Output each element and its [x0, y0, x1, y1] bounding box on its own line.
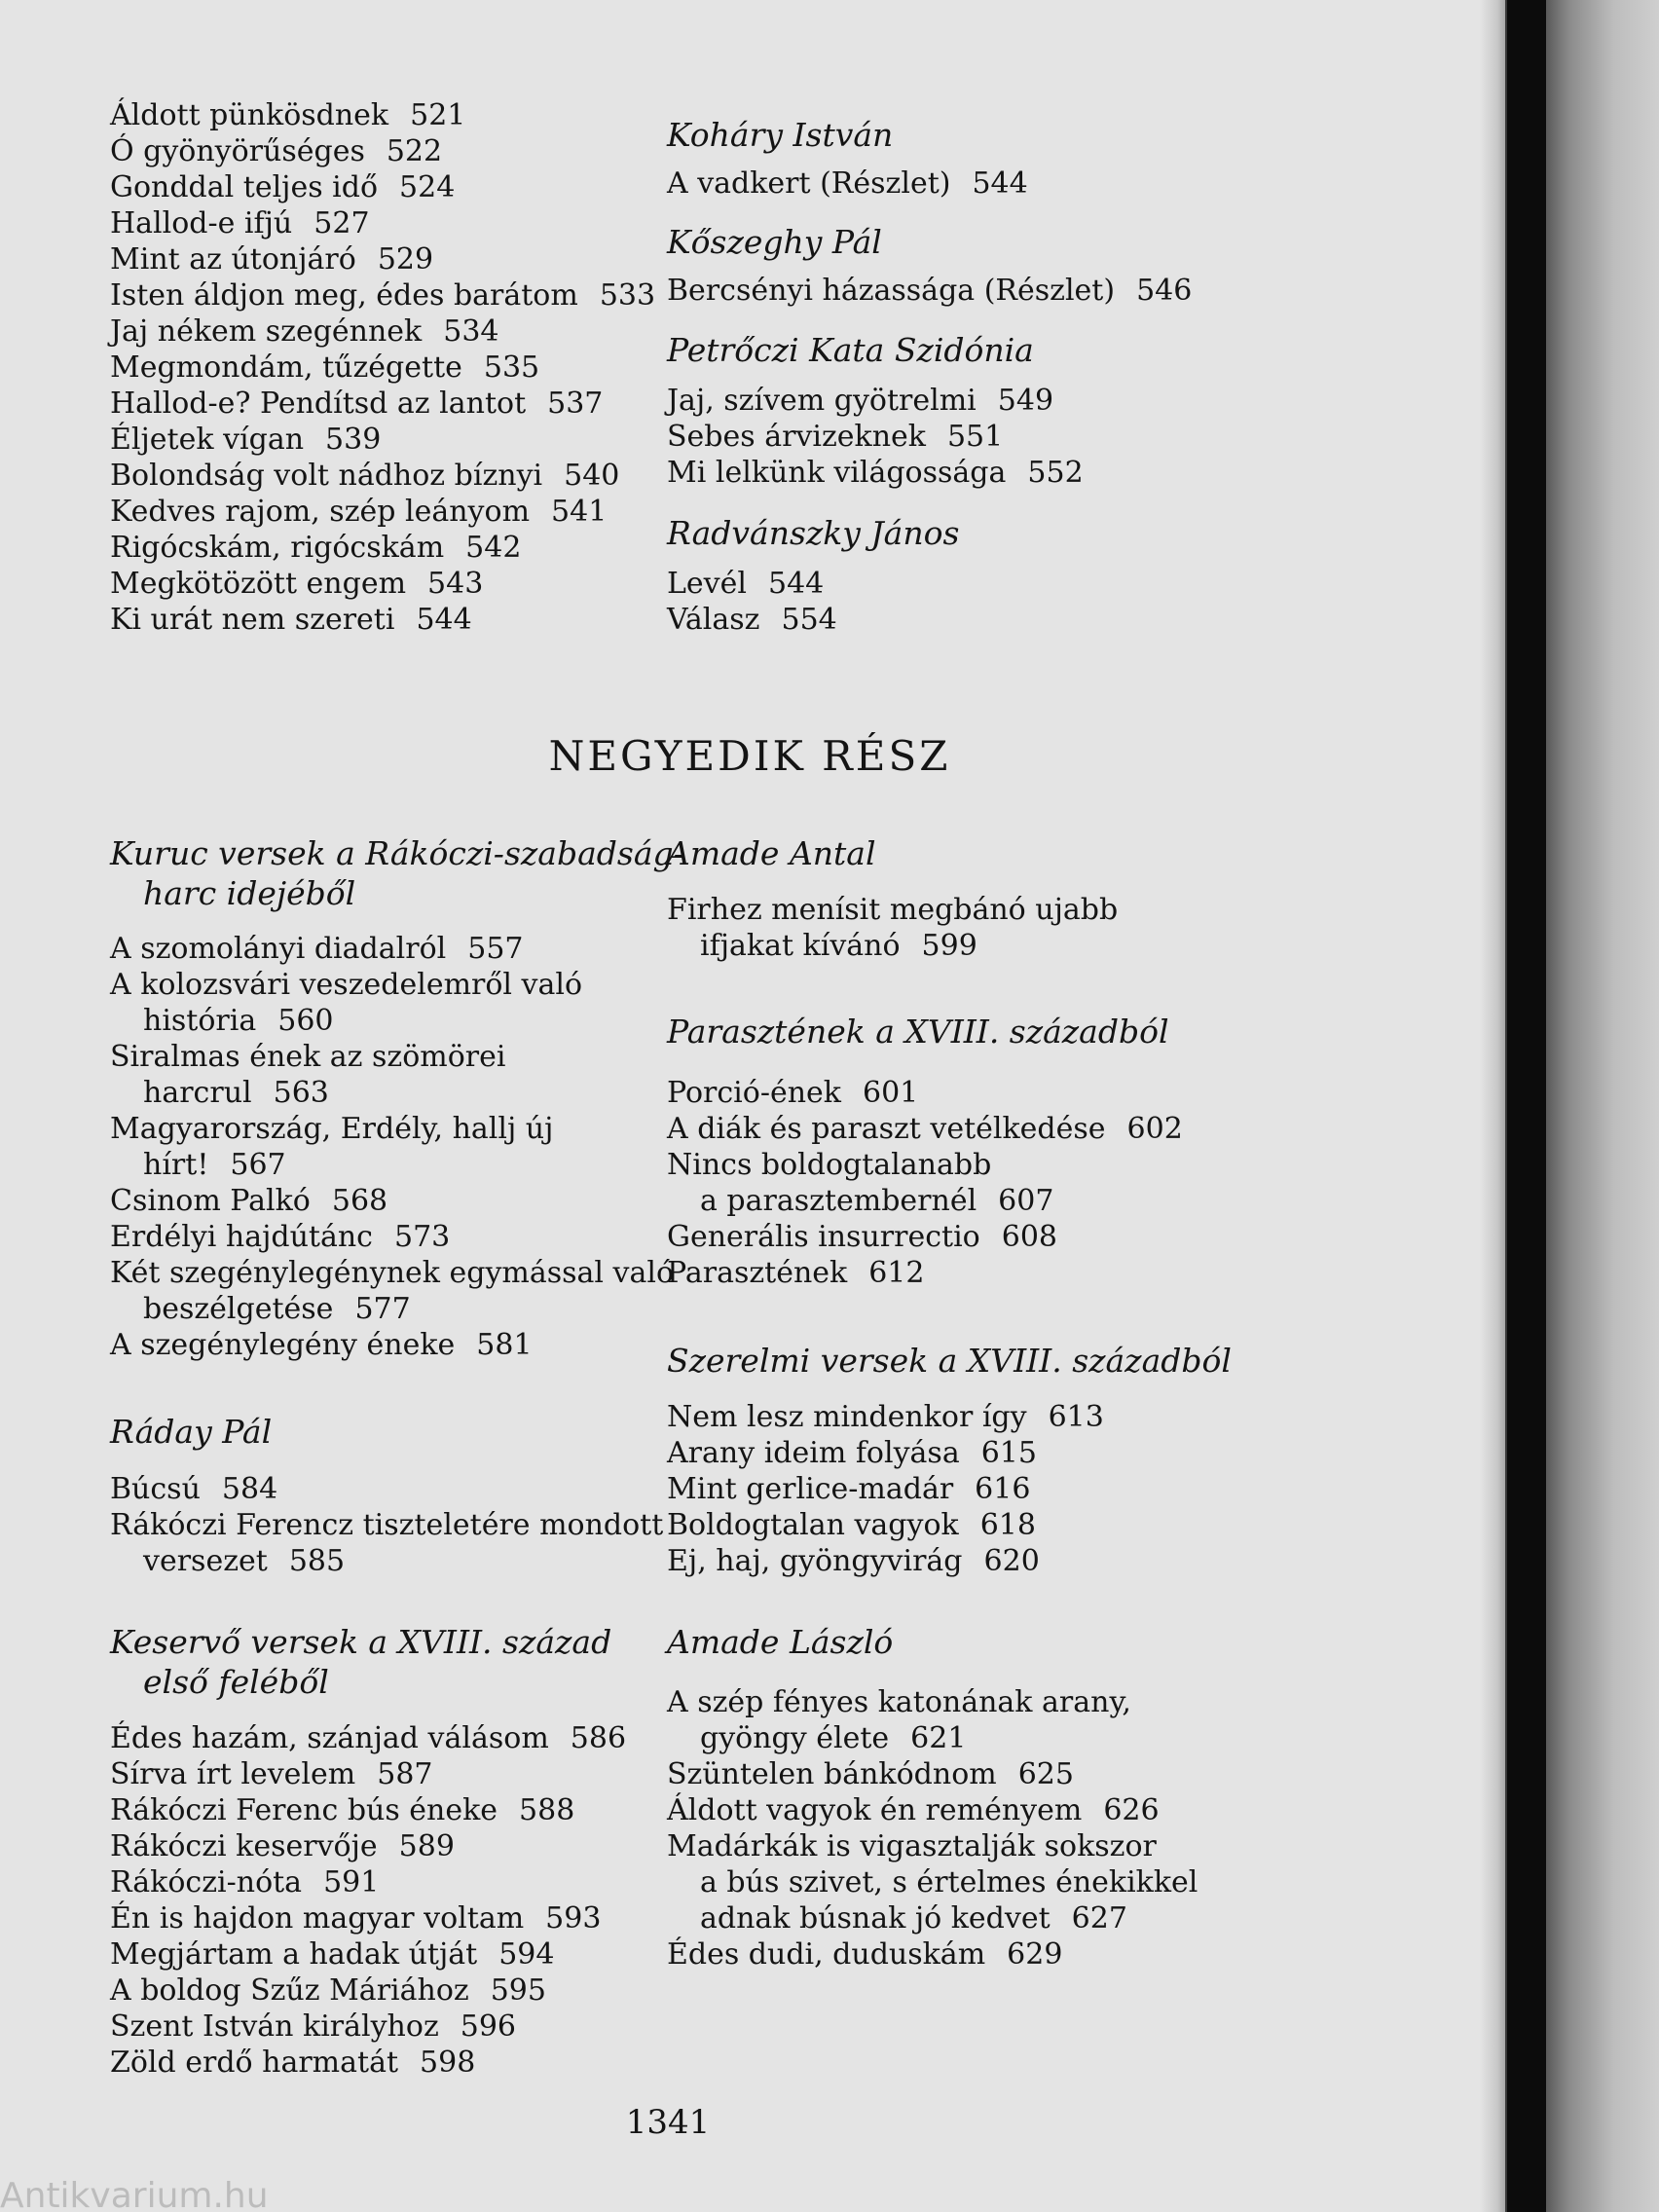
author-heading: Kőszeghy Pál [667, 223, 882, 261]
toc-entry: Ó gyönyörűséges 522 [110, 134, 443, 168]
toc-entry: A szép fényes katonának arany, [667, 1685, 1131, 1719]
toc-entry-cont: a parasztembernél 607 [700, 1184, 1054, 1218]
toc-entry: Magyarország, Erdély, hallj új [110, 1112, 554, 1146]
toc-entry: Kedves rajom, szép leányom 541 [110, 495, 608, 529]
toc-entry: Megjártam a hadak útját 594 [110, 1937, 555, 1972]
toc-entry: Válasz 554 [667, 603, 837, 637]
toc-entry-cont: adnak búsnak jó kedvet 627 [700, 1901, 1127, 1936]
toc-entry: Két szegénylegénynek egymással való [110, 1256, 675, 1290]
toc-entry: Isten áldjon meg, édes barátom 533 [110, 278, 656, 313]
toc-entry: Édes hazám, szánjad válásom 586 [110, 1721, 627, 1755]
toc-entry: Rákóczi-nóta 591 [110, 1865, 380, 1899]
toc-entry: Hallod-e? Pendítsd az lantot 537 [110, 387, 604, 421]
toc-entry: Sebes árvizeknek 551 [667, 420, 1004, 454]
toc-entry: Megmondám, tűzégette 535 [110, 350, 540, 385]
toc-entry: Parasztének 612 [667, 1256, 925, 1290]
section-heading-cont: első feléből [143, 1663, 329, 1701]
toc-entry: Mint gerlice-madár 616 [667, 1472, 1031, 1506]
toc-entry: A boldog Szűz Máriához 595 [110, 1973, 546, 2008]
section-heading-cont: harc idejéből [143, 874, 356, 912]
book-binding [1505, 0, 1548, 2212]
toc-entry: A szegénylegény éneke 581 [110, 1328, 533, 1362]
toc-entry: Édes dudi, duduskám 629 [667, 1937, 1063, 1972]
toc-entry: Levél 544 [667, 567, 825, 601]
author-heading: Koháry István [667, 116, 894, 154]
toc-entry: Nincs boldogtalanabb [667, 1148, 992, 1182]
toc-entry: Bercsényi házassága (Részlet) 546 [667, 274, 1193, 308]
toc-entry: A szomolányi diadalról 557 [110, 932, 524, 966]
toc-entry: A diák és paraszt vetélkedése 602 [667, 1112, 1183, 1146]
watermark: Antikvarium.hu [0, 2176, 269, 2212]
section-title: NEGYEDIK RÉSZ [548, 732, 951, 780]
author-heading: Ráday Pál [110, 1413, 273, 1451]
toc-entry-cont: harcrul 563 [143, 1076, 329, 1110]
toc-entry: Ki urát nem szereti 544 [110, 603, 472, 637]
toc-entry: Megkötözött engem 543 [110, 567, 484, 601]
toc-entry-cont: história 560 [143, 1004, 334, 1038]
toc-entry: Hallod-e ifjú 527 [110, 206, 370, 240]
toc-entry: Madárkák is vigasztalják sokszor [667, 1829, 1157, 1863]
author-heading: Amade László [667, 1623, 894, 1661]
toc-entry: Sírva írt levelem 587 [110, 1757, 433, 1791]
toc-entry: Arany ideim folyása 615 [667, 1436, 1037, 1470]
section-heading: Keservő versek a XVIII. század [110, 1623, 612, 1661]
toc-entry: Firhez menísit megbánó ujabb [667, 893, 1119, 927]
toc-entry-cont: hírt! 567 [143, 1148, 286, 1182]
toc-entry: Szent István királyhoz 596 [110, 2009, 517, 2044]
toc-entry: Áldott vagyok én reményem 626 [667, 1793, 1160, 1827]
toc-entry-cont: versezet 585 [143, 1544, 346, 1578]
toc-entry: Rigócskám, rigócskám 542 [110, 531, 522, 565]
toc-entry: A vadkert (Részlet) 544 [667, 166, 1028, 201]
toc-entry: Rákóczi Ferenc bús éneke 588 [110, 1793, 575, 1827]
author-heading: Amade Antal [667, 834, 876, 872]
toc-entry: Jaj nékem szegénnek 534 [110, 314, 499, 349]
toc-entry: Zöld erdő harmatát 598 [110, 2046, 476, 2080]
toc-entry: Gonddal teljes idő 524 [110, 170, 456, 204]
page-number: 1341 [625, 2103, 711, 2142]
toc-entry: Áldott pünkösdnek 521 [110, 98, 466, 132]
toc-entry: Jaj, szívem gyötrelmi 549 [667, 384, 1054, 418]
toc-entry: Bolondság volt nádhoz bíznyi 540 [110, 459, 620, 493]
toc-entry: Búcsú 584 [110, 1472, 278, 1506]
section-heading: Szerelmi versek a XVIII. századból [667, 1342, 1232, 1380]
toc-entry-cont: beszélgetése 577 [143, 1292, 411, 1326]
toc-entry: Siralmas ének az szömörei [110, 1040, 506, 1074]
toc-entry: Éljetek vígan 539 [110, 423, 382, 457]
toc-entry: Szüntelen bánkódnom 625 [667, 1757, 1074, 1791]
toc-entry: Rákóczi Ferencz tiszteletére mondott [110, 1508, 664, 1542]
toc-entry: Csinom Palkó 568 [110, 1184, 388, 1218]
toc-entry: Porció-ének 601 [667, 1076, 919, 1110]
toc-entry: Én is hajdon magyar voltam 593 [110, 1901, 602, 1936]
book-cover-edge [1546, 0, 1659, 2212]
toc-entry: Generális insurrectio 608 [667, 1220, 1057, 1254]
author-heading: Petrőczi Kata Szidónia [667, 331, 1034, 369]
toc-entry: Ej, haj, gyöngyvirág 620 [667, 1544, 1040, 1578]
toc-entry: Mi lelkünk világossága 552 [667, 456, 1084, 490]
section-heading: Kuruc versek a Rákóczi-szabadság- [110, 834, 684, 872]
toc-entry: Mint az útonjáró 529 [110, 242, 434, 276]
section-heading: Parasztének a XVIII. századból [667, 1013, 1169, 1051]
toc-entry: Rákóczi keservője 589 [110, 1829, 455, 1863]
author-heading: Radvánszky János [667, 514, 960, 552]
toc-entry-cont: gyöngy élete 621 [700, 1721, 967, 1755]
toc-entry-cont: ifjakat kívánó 599 [700, 929, 977, 963]
toc-entry: Erdélyi hajdútánc 573 [110, 1220, 451, 1254]
toc-entry: Boldogtalan vagyok 618 [667, 1508, 1036, 1542]
toc-entry-cont: a bús szivet, s értelmes énekikkel [700, 1865, 1198, 1899]
toc-entry: Nem lesz mindenkor így 613 [667, 1400, 1104, 1434]
toc-entry: A kolozsvári veszedelemről való [110, 968, 583, 1002]
